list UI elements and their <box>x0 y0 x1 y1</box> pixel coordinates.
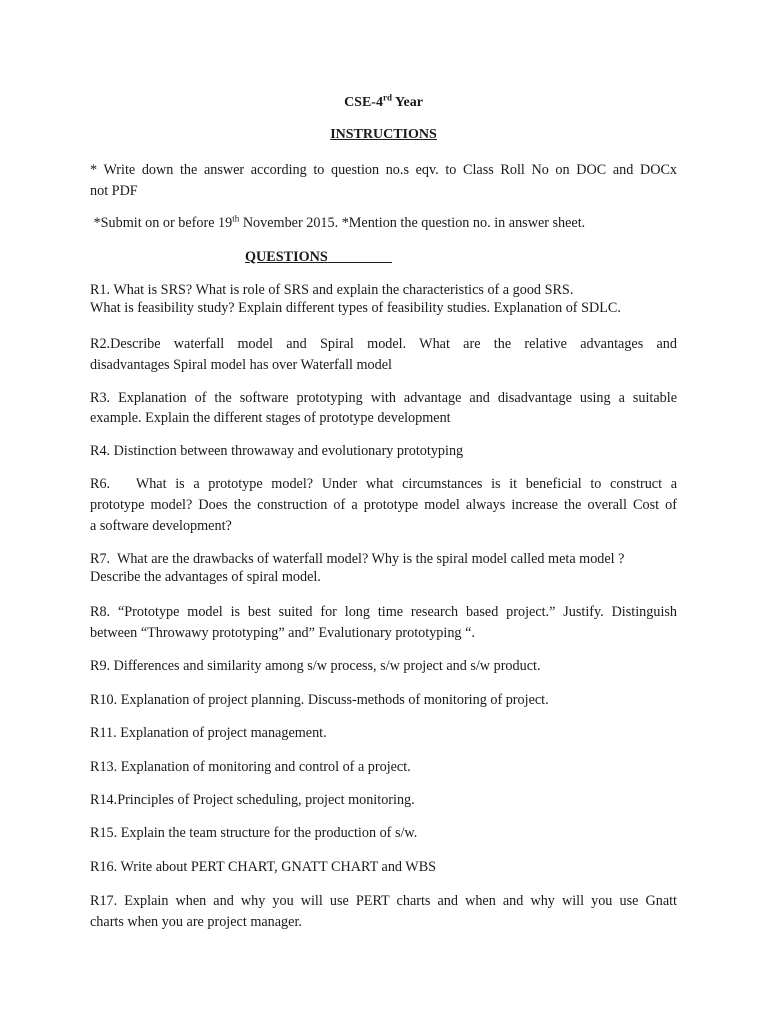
questions-title: QUESTIONS <box>245 249 328 265</box>
question-r8-line-a: R8. “Prototype model is best suited for long time research based project.” Justify. Distinguish <box>90 604 677 620</box>
question-r1-line-a: R1. What is SRS? What is role of SRS and explain the characteristics of a good SRS. <box>90 282 574 298</box>
question-r2-line-a: R2.Describe waterfall model and Spiral model. What are the relative advantages and <box>90 336 677 352</box>
question-r15: R15. Explain the team structure for the production of s/w. <box>90 825 418 841</box>
question-r17-line-b: charts when you are project manager. <box>90 914 302 930</box>
question-r3-line-b: example. Explain the different stages of prototype development <box>90 410 451 426</box>
question-r16: R16. Write about PERT CHART, GNATT CHART and WBS <box>90 859 437 875</box>
question-r7-line-b: Describe the advantages of spiral model. <box>90 569 321 585</box>
instruction-line-2 <box>90 213 677 233</box>
question-r6-line-a: R6. What is a prototype model? Under what circumstances is it beneficial to construct a <box>90 476 677 492</box>
question-r14: R14.Principles of Project scheduling, project monitoring. <box>90 792 415 808</box>
instruction-line-1b: not PDF <box>90 183 138 199</box>
submit-text-post: November 2015. *Mention the question no. in answer sheet. <box>239 215 586 231</box>
question-r2-line-b: disadvantages Spiral model has over Waterfall model <box>90 357 392 373</box>
question-r6-line-b: prototype model? Does the construction of a prototype model always increase the overall Cost of <box>90 497 677 513</box>
date-superscript: th <box>232 213 240 224</box>
question-r13: R13. Explanation of monitoring and control of a project. <box>90 759 411 775</box>
question-r9: R9. Differences and similarity among s/w process, s/w project and s/w product. <box>90 658 541 674</box>
question-r11: R11. Explanation of project management. <box>90 725 327 741</box>
course-heading <box>90 93 677 113</box>
instructions-heading: INSTRUCTIONS <box>330 127 437 142</box>
questions-heading <box>245 247 545 267</box>
question-r8-line-b: between “Throwawy prototyping” and” Evalutionary prototyping “. <box>90 625 475 641</box>
course-prefix: CSE-4 <box>344 95 383 110</box>
course-superscript: rd <box>382 92 392 103</box>
question-r7-line-a: R7. What are the drawbacks of waterfall model? Why is the spiral model called meta model ? <box>90 551 625 567</box>
question-r4: R4. Distinction between throwaway and evolutionary prototyping <box>90 443 464 459</box>
question-r3-line-a: R3. Explanation of the software prototyping with advantage and disadvantage using a suitable <box>90 390 677 406</box>
instruction-line-1a: * Write down the answer according to question no.s eqv. to Class Roll No on DOC and DOCx <box>90 162 677 178</box>
question-r17-line-a: R17. Explain when and why you will use PERT charts and when and why will you use Gnatt <box>90 893 677 909</box>
question-r1-line-b: What is feasibility study? Explain different types of feasibility studies. Explanation of SDLC. <box>90 300 621 316</box>
submit-text-pre: *Submit on or before 19 <box>90 215 233 231</box>
question-r6-line-c: a software development? <box>90 518 232 534</box>
questions-underline <box>328 262 392 263</box>
course-suffix: Year <box>391 95 423 110</box>
question-r10: R10. Explanation of project planning. Discuss-methods of monitoring of project. <box>90 692 549 708</box>
